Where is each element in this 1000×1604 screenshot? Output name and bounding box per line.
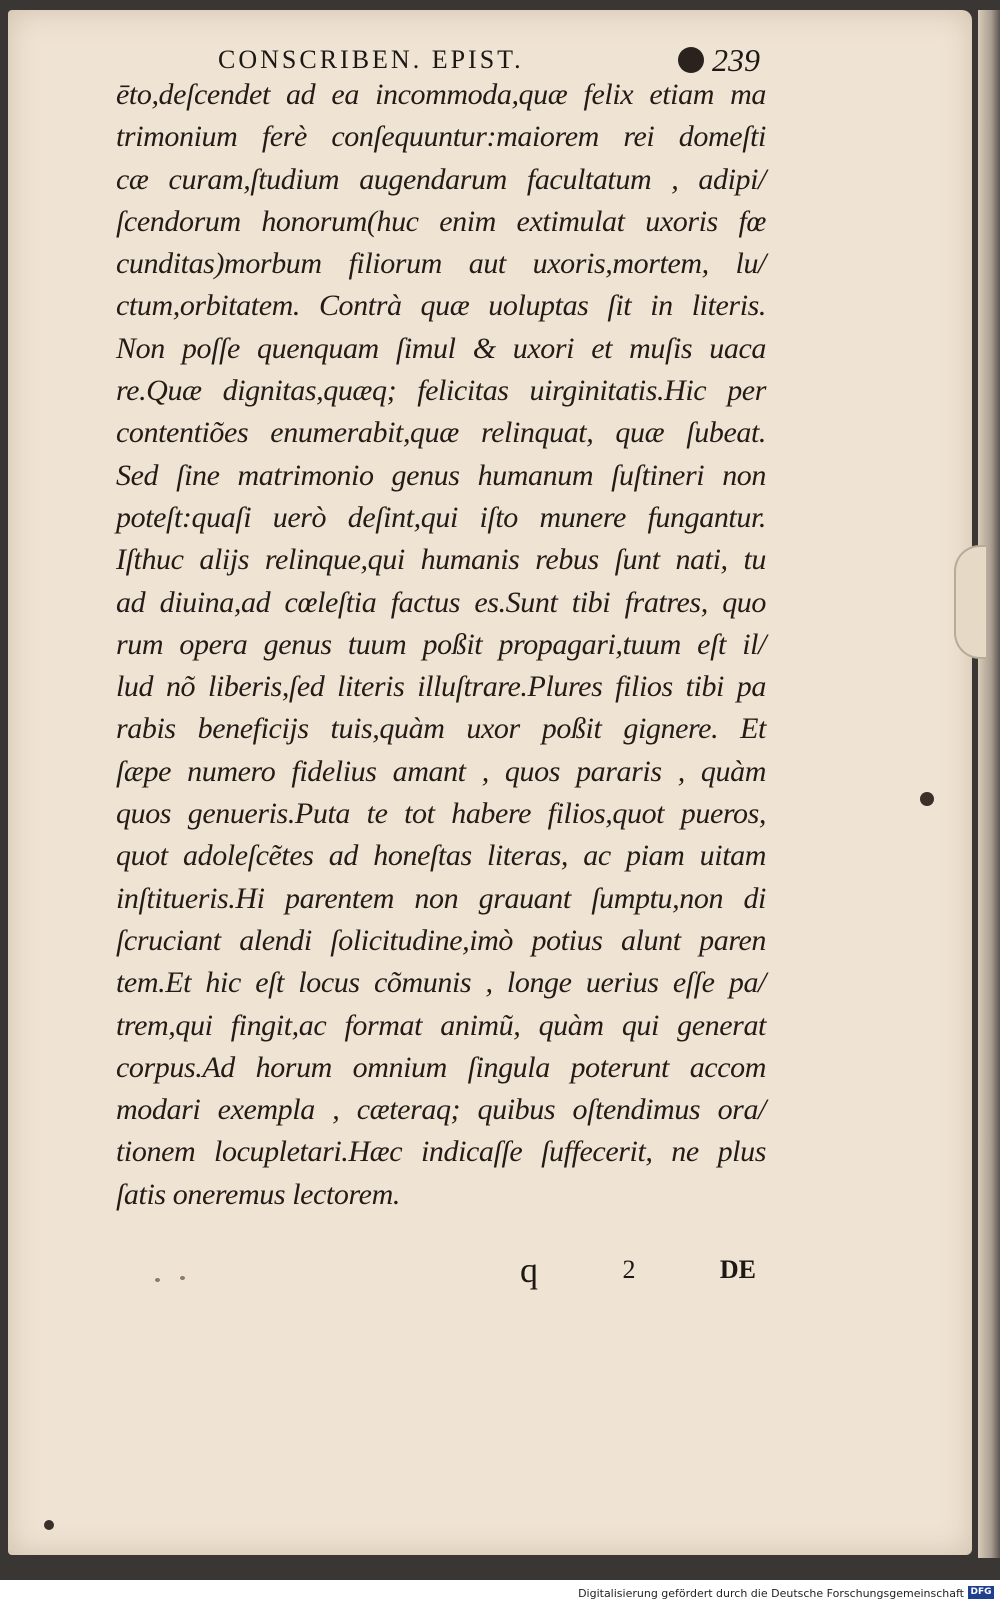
signature-line [520,1250,756,1290]
ornament-icon [678,47,704,73]
ink-speck [180,1276,185,1280]
page-edge [978,10,1000,1558]
text-line: modari exempla , cæteraq; quibus oſtendimus ora/ [116,1093,766,1127]
text-line: quos genueris.Puta te tot habere filios,quot pueros, [116,797,766,831]
text-line: ad diuina,ad cœleſtia factus es.Sunt tibi fratres, quo [116,585,766,619]
text-line: tem.Et hic eſt locus cõmunis , longe uerius eſſe pa/ [116,966,766,1000]
text-line: cæ curam,ſtudium augendarum facultatum , adipi/ [116,162,766,196]
text-line: cunditas)morbum filiorum aut uxoris,mortem, lu/ [116,247,766,281]
signature-mark: q [520,1250,538,1290]
text-line: ſatis oneremus lectorem. [116,1177,400,1211]
dfg-logo: DFG [968,1586,994,1599]
text-line: ſcruciant alendi ſolicitudine,imò potius alunt paren [116,923,766,957]
text-line: ēto,deſcendet ad ea incommoda,quæ felix etiam ma [116,78,766,111]
catchword: DE [719,1255,756,1284]
text-line: rum opera genus tuum poßit propagari,tuum eſt il/ [116,627,766,661]
text-line: tionem locupletari.Hæc indicaſſe ſuffecerit, ne plus [116,1135,766,1169]
text-line: trimonium ferè conſequuntur:maiorem rei domeſti [116,120,766,154]
text-line: ctum,orbitatem. Contrà quæ uoluptas ſit in literis. [116,289,766,323]
text-line: contentiões enumerabit,quæ relinquat, quæ ſubeat. [116,416,766,450]
text-line: lud nõ liberis,ſed literis illuſtrare.Plures filios tibi pa [116,670,766,704]
text-line: ſæpe numero fidelius amant , quos pararis , quàm [116,754,766,788]
page-tab-clip [954,545,986,659]
text-line: Non poſſe quenquam ſimul & uxori et muſis uaca [116,331,766,365]
text-line: re.Quæ dignitas,quæq; felicitas uirginitatis.Hic per [116,374,766,408]
ink-speck [155,1278,160,1282]
text-line: Sed ſine matrimonio genus humanum ſuſtineri non [116,458,766,492]
footer-credit: Digitalisierung gefördert durch die Deutsche Forschungsgemeinschaft [578,1587,964,1600]
text-line: corpus.Ad horum omnium ſingula poterunt accom [116,1050,766,1084]
text-line: ſcendorum honorum(huc enim extimulat uxoris fœ [116,204,766,238]
body-text [116,74,766,1216]
text-line: quot adoleſcẽtes ad honeſtas literas, ac piam uitam [116,839,766,873]
ink-speck [920,792,934,806]
text-line: inſtitueris.Hi parentem non grauant ſumptu,non di [116,881,766,915]
text-line: Iſthuc alijs relinque,qui humanis rebus ſunt nati, tu [116,543,766,577]
text-line: poteſt:quaſi uerò deſint,qui iſto munere fungantur. [116,500,766,534]
folio-number: 239 [712,41,760,78]
signature-number: 2 [622,1255,636,1284]
text-line: rabis beneficijs tuis,quàm uxor poßit gignere. Et [116,712,766,746]
ink-speck [44,1520,54,1530]
text-line: trem,qui fingit,ac format animũ, quàm qui generat [116,1008,766,1042]
running-head-title: CONSCRIBEN. EPIST. [218,45,524,74]
running-head-right [654,42,760,79]
